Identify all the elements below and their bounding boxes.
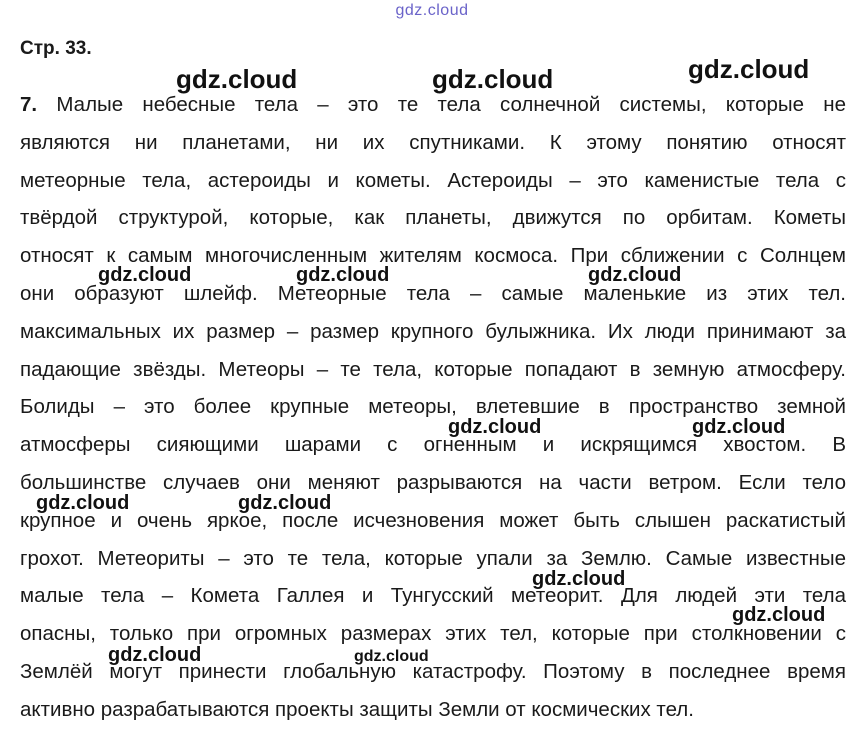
watermark: gdz.cloud: [588, 264, 682, 286]
page-label: Стр. 33.: [20, 38, 92, 59]
text-line: большинстве случаев они меняют разрываются на части ветром. Если тело: [20, 470, 846, 494]
watermark: gdz.cloud: [176, 64, 298, 94]
text-line: относят к самым многочисленным жителям космоса. При сближении с Солнцем: [20, 244, 846, 268]
watermark: gdz.cloud: [98, 264, 192, 286]
watermark: gdz.cloud: [108, 644, 202, 666]
text-line: Болиды – это более крупные метеоры, влетевшие в пространство земной: [20, 395, 846, 419]
watermark: gdz.cloud: [36, 492, 130, 514]
text-line: активно разрабатываются проекты защиты Земли от космических тел.: [20, 697, 694, 721]
watermark: gdz.cloud: [354, 648, 429, 665]
watermark: gdz.cloud: [732, 604, 826, 626]
text-line: малые тела – Комета Галлея и Тунгусский метеорит. Для людей эти тела: [20, 584, 846, 608]
watermark: gdz.cloud: [432, 64, 554, 94]
text-line: метеорные тела, астероиды и кометы. Астероиды – это каменистые тела с: [20, 168, 846, 192]
text-line-content: Малые небесные тела – это те тела солнечной системы, которые не: [56, 93, 846, 116]
text-line: опасны, только при огромных размерах этих тел, которые при столкновении с: [20, 622, 846, 646]
text-line: твёрдой структурой, которые, как планеты, движутся по орбитам. Кометы: [20, 206, 846, 230]
watermark: gdz.cloud: [688, 54, 810, 84]
text-line: грохот. Метеориты – это те тела, которые упали за Землю. Самые известные: [20, 546, 846, 570]
watermark: gdz.cloud: [532, 568, 626, 590]
watermark: gdz.cloud: [238, 492, 332, 514]
text-line: крупное и очень яркое, после исчезновения может быть слышен раскатистый: [20, 508, 846, 532]
text-line: они образуют шлейф. Метеорные тела – самые маленькие из этих тел.: [20, 281, 846, 305]
text-line: максимальных их размер – размер крупного булыжника. Их люди принимают за: [20, 319, 846, 343]
watermark: gdz.cloud: [448, 416, 542, 438]
text-line: падающие звёзды. Метеоры – те тела, которые попадают в земную атмосферу.: [20, 357, 846, 381]
watermark: gdz.cloud: [692, 416, 786, 438]
text-line: [20, 90, 846, 128]
text-line: Землёй могут принести глобальную катастрофу. Поэтому в последнее время: [20, 659, 846, 683]
site-watermark-top: gdz.cloud: [395, 2, 469, 19]
text-line: являются ни планетами, ни их спутниками. К этому понятию относят: [20, 130, 846, 154]
answer-text: [20, 90, 846, 733]
text-line: атмосферы сияющими шарами с огненным и искрящимся хвостом. В: [20, 433, 846, 457]
watermark: gdz.cloud: [296, 264, 390, 286]
task-number: 7.: [20, 93, 38, 116]
